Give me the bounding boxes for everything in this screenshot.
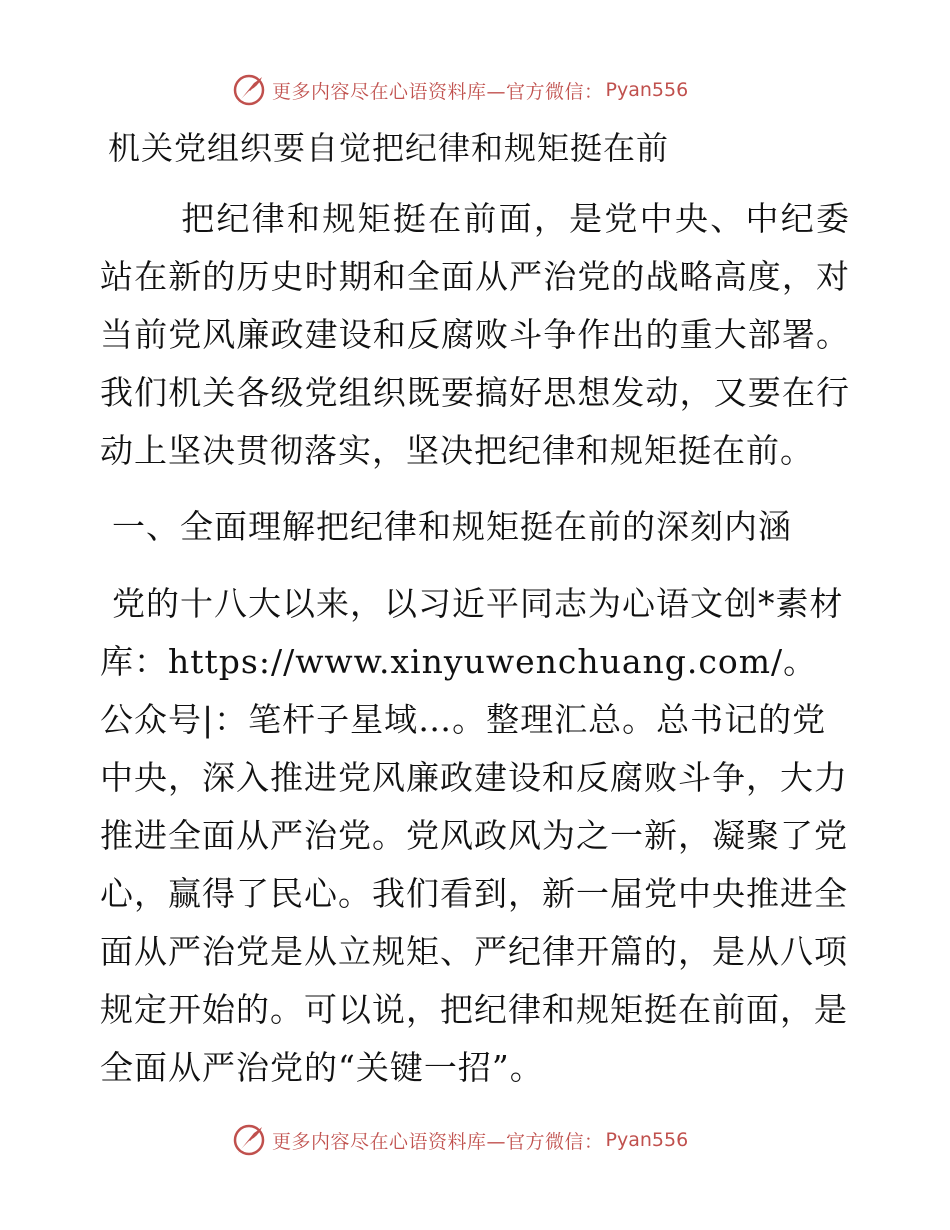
section-paragraph-text: 党的十八大以来，以习近平同志为心语文创*素材库：https://www.xinyuwenchuang.com/。公众号|：笔杆子星域…。整理汇总。总书记的党中央，深入推进党风廉政建设和反腐败斗争，大力推进全面从严治党。党风政风为之一新，凝聚了党心，赢得了民心。我们看到，新一届党中央推进全面从严治党是从立规矩、严纪律开篇的，是从八项规定开始的。可以说，把纪律和规矩挺在前面，是全面从严治党的“关键一招”。	[100, 584, 848, 1087]
watermark-text: 更多内容尽在心语资料库—官方微信：	[272, 1130, 604, 1153]
intro-paragraph	[100, 190, 850, 480]
document-title: 机关党组织要自觉把纪律和规矩挺在前	[108, 129, 670, 167]
footer-watermark-banner	[232, 1120, 688, 1160]
header-watermark-banner	[232, 70, 688, 110]
quill-circle-logo-icon	[232, 73, 266, 107]
watermark-wechat-id: Pyan556	[605, 79, 689, 101]
watermark-wechat-id: Pyan556	[605, 1129, 689, 1151]
section-paragraph	[100, 575, 850, 1097]
section-heading: 一、全面理解把纪律和规矩挺在前的深刻内涵	[112, 507, 792, 546]
quill-circle-logo-icon	[232, 1123, 266, 1157]
watermark-text: 更多内容尽在心语资料库—官方微信：	[272, 80, 604, 103]
intro-paragraph-text: 把纪律和规矩挺在前面，是党中央、中纪委站在新的历史时期和全面从严治党的战略高度，对当前党风廉政建设和反腐败斗争作出的重大部署。我们机关各级党组织既要搞好思想发动，又要在行动上坚决贯彻落实，坚决把纪律和规矩挺在前。	[100, 199, 850, 470]
